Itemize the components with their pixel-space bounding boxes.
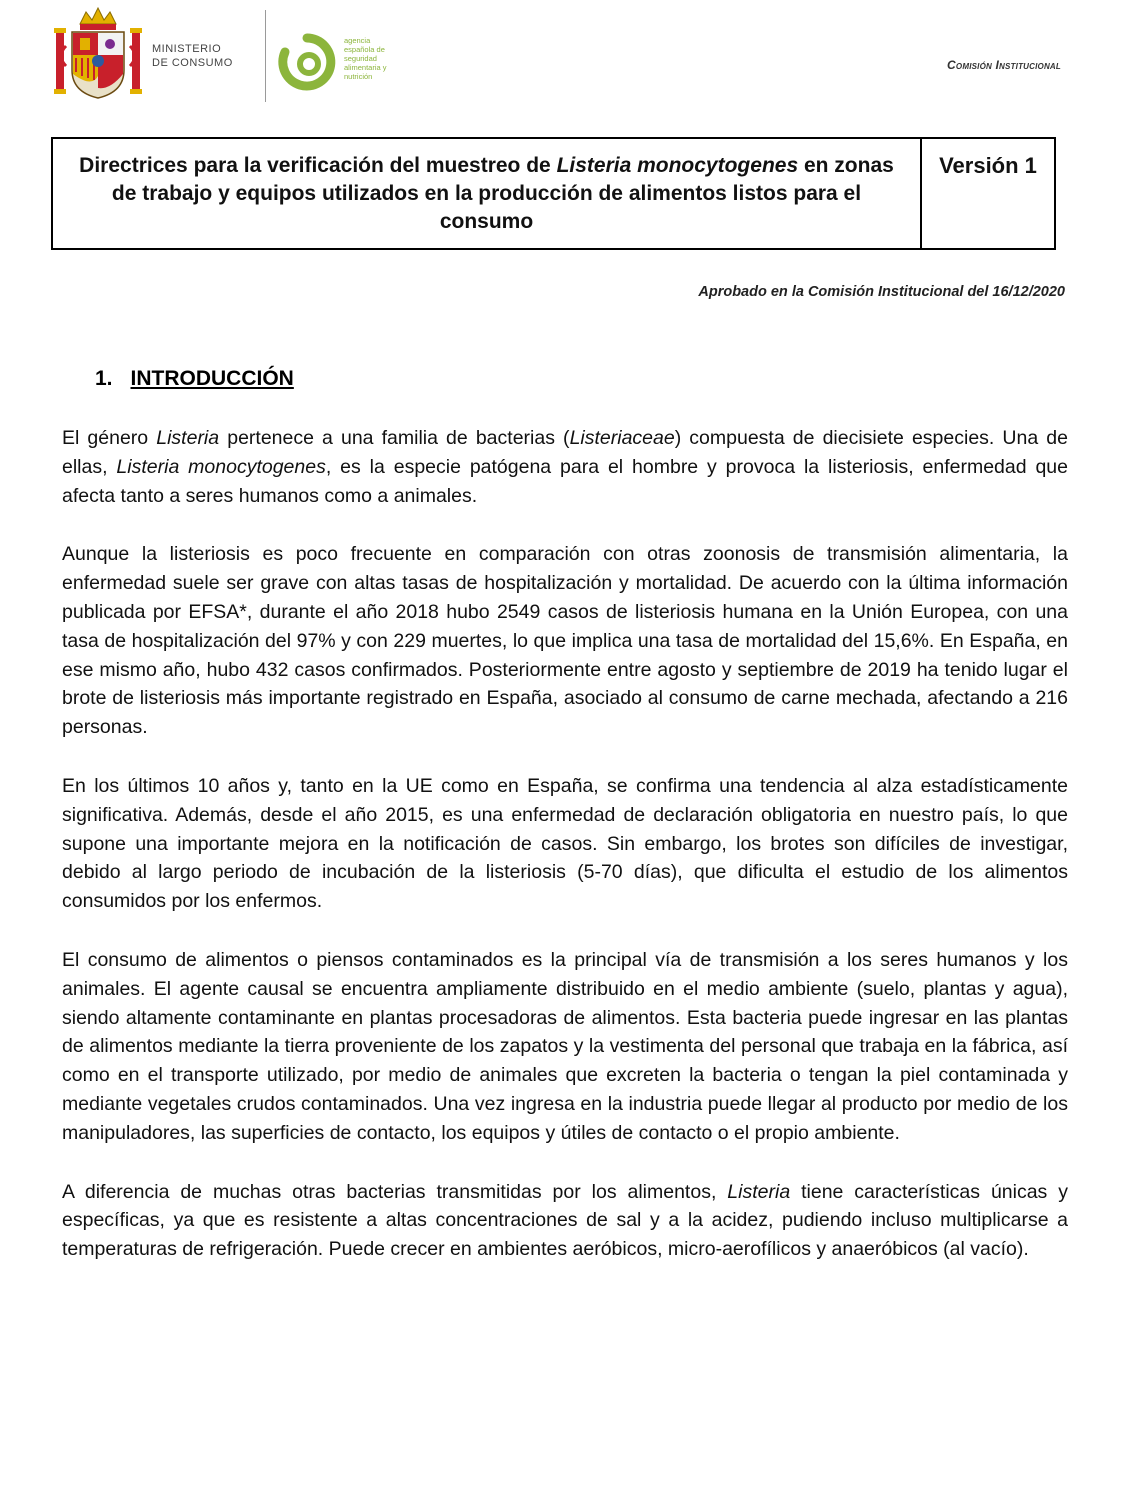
p1-a: El género — [62, 427, 157, 449]
body-text — [62, 424, 1068, 1294]
p1-d: Listeriaceae — [569, 427, 675, 449]
aesan-line-2: española de — [344, 45, 385, 54]
ministry-name — [152, 42, 233, 70]
p5-a: A diferencia de muchas otras bacterias transmitidas por los alimentos, — [62, 1180, 728, 1203]
ministry-line-2: DE CONSUMO — [152, 57, 233, 69]
p5-c: tiene características únicas y específicas, ya que es resistente a altas concentraciones de sal y a la acidez, pudiendo incluso multiplicarse a temperaturas de refrigeración. Puede crecer en ambientes aeróbicos, micro-aerofílicos y anaeróbicos (al vacío). — [62, 1180, 1068, 1261]
aesan-name — [344, 36, 414, 81]
title-part-2: en zonas de trabajo y equipos utilizados en la producción de alimentos listos para el consumo — [111, 153, 894, 233]
paragraph-2: Aunque la listeriosis es poco frecuente en comparación con otras zoonosis de transmisión alimentaria, la enfermedad suele ser grave con altas tasas de hospitalización y mortalidad. De acuerdo con la última información publicada por EFSA*, durante el año 2018 hubo 2549 casos de listeriosis humana en la Unión Europea, con una tasa de hospitalización del 97% y con 229 muertes, lo que implica una tasa de mortalidad del 15,6%. En España, en ese mismo año, hubo 432 casos confirmados. Posteriormente entre agosto y septiembre de 2019 ha tenido lugar el brote de listeriosis más importante registrado en España, asociado al consumo de carne mechada, afectando a 216 personas. — [62, 543, 1068, 739]
approval-note: Aprobado en la Comisión Institucional del 16/12/2020 — [698, 284, 1065, 300]
coat-of-arms-icon — [52, 6, 144, 102]
paragraph-4: El consumo de alimentos o piensos contaminados es la principal vía de transmisión a los seres humanos y los animales. El agente causal se encuentra ampliamente distribuido en el medio ambiente (suelo, plantas y agua), siendo altamente contaminante en plantas procesadoras de alimentos. Esta bacteria puede ingresar en las plantas de alimentos mediante la tierra proveniente de los zapatos y la vestimenta del personal que trabaja en la fábrica, así como en el transporte utilizado, por medio de animales que excreten la bacteria o tengan la piel contaminada y mediante vegetales crudos contaminados. Una vez ingresa en la industria puede llegar al producto por medio de los manipuladores, las superficies de contacto, los equipos y útiles de contacto o el propio ambiente. — [62, 948, 1068, 1144]
section-number: 1. — [95, 367, 113, 390]
p1-c: pertenece a una familia de bacterias ( — [219, 427, 570, 449]
title-cell — [53, 139, 922, 248]
paragraph-1 — [62, 424, 1068, 510]
ministry-line-1: MINISTERIO — [152, 43, 222, 55]
document-title-box — [51, 137, 1056, 250]
aesan-line-4: alimentaria y — [344, 63, 387, 72]
section-heading — [95, 367, 294, 391]
section-title: INTRODUCCIÓN — [130, 367, 294, 390]
title-part-1: Directrices para la verificación del muestreo de — [79, 153, 557, 177]
aesan-line-3: seguridad — [344, 54, 377, 63]
aesan-line-1: agencia — [344, 36, 371, 45]
p1-e: ) compuesta de diecisiete especies. Una de ellas, — [62, 427, 1068, 478]
aesan-line-5: nutrición — [344, 72, 373, 81]
aesan-logo-icon — [277, 32, 337, 92]
version-label: Versión 1 — [939, 153, 1037, 178]
p1-b: Listeria — [156, 427, 220, 449]
paragraph-5 — [62, 1178, 1068, 1264]
p1-f: Listeria monocytogenes — [116, 455, 326, 478]
commission-label: Comisión Institucional — [947, 58, 1061, 72]
header-divider — [265, 10, 266, 102]
page-header — [52, 6, 1067, 106]
title-italic: Listeria monocytogenes — [556, 153, 799, 177]
p5-b: Listeria — [727, 1180, 791, 1203]
document-title — [65, 152, 908, 236]
p1-g: , es la especie patógena para el hombre y provoca la listeriosis, enfermedad que afecta tanto a seres humanos como a animales. — [62, 455, 1068, 507]
paragraph-3: En los últimos 10 años y, tanto en la UE como en España, se confirma una tendencia al alza estadísticamente significativa. Además, desde el año 2015, es una enfermedad de declaración obligatoria en nuestro país, lo que supone una importante mejora en la notificación de casos. Sin embargo, los brotes son difíciles de investigar, debido al largo periodo de incubación de la listeriosis (5-70 días), que dificulta el estudio de los alimentos consumidos por los enfermos. — [62, 774, 1068, 913]
